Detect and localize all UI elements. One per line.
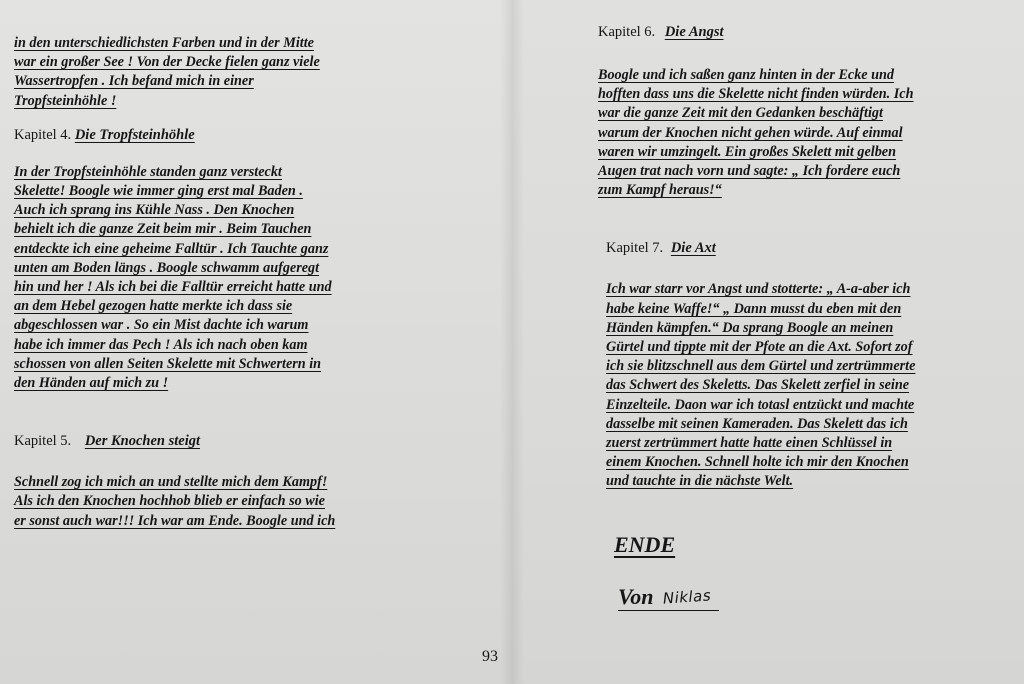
text-line: ich sie blitzschnell aus dem Gürtel und zertrümmerte — [606, 358, 916, 375]
chapter-label: Kapitel 7. — [606, 240, 664, 257]
chapter-6-heading — [598, 22, 998, 42]
text-line: Händen kämpfen.“ Da sprang Boogle an meinen — [606, 319, 894, 336]
ende-block — [614, 532, 998, 558]
text-line: Skelette! Boogle wie immer ging erst mal Baden . — [14, 183, 303, 200]
text-line: Einzelteile. Daon war ich totasl entzückt und machte — [606, 396, 915, 413]
chapter-title: Die Angst — [664, 24, 724, 40]
chapter-4-heading — [14, 125, 414, 145]
text-line: habe ich immer das Pech ! Als ich nach oben kam — [14, 336, 308, 353]
text-line: und tauchte in die nächste Welt. — [606, 473, 794, 490]
text-line: das Schwert des Skeletts. Das Skelett zerfiel in seine — [606, 377, 910, 394]
text-line: Boogle und ich saßen ganz hinten in der Ecke und — [598, 67, 895, 83]
text-line: Als ich den Knochen hochhob blieb er einfach so wie — [14, 493, 325, 510]
text-line: behielt ich die ganze Zeit beim mir . Beim Tauchen — [14, 221, 312, 238]
chapter-7-body — [606, 280, 998, 491]
text-line: Augen trat nach vorn und sagte: „ Ich fordere euch — [598, 163, 901, 180]
left-column — [14, 34, 414, 531]
text-line: Tropfsteinhöhle ! — [14, 92, 117, 109]
ende-label: ENDE — [614, 531, 676, 557]
page-number: 93 — [482, 648, 498, 665]
text-line: entdeckte ich eine geheime Falltür . Ich Tauchte ganz — [14, 240, 329, 257]
text-line: er sonst auch war!!! Ich war am Ende. Boogle und ich — [14, 512, 336, 529]
text-line: warum der Knochen nicht gehen würde. Auf einmal — [598, 124, 903, 141]
text-line: den Händen auf mich zu ! — [14, 375, 169, 392]
text-line: In der Tropfsteinhöhle standen ganz versteckt — [14, 163, 282, 180]
text-line: an dem Hebel gezogen hatte merkte ich dass sie — [14, 298, 293, 315]
text-line: abgeschlossen war . So ein Mist dachte ich warum — [14, 317, 309, 334]
chapter-5-body — [14, 473, 414, 531]
text-line: dasselbe mit seinen Kameraden. Das Skelett das ich — [606, 415, 908, 432]
author-line — [618, 584, 719, 611]
chapter-label: Kapitel 6. — [598, 24, 656, 40]
von-label: Von — [618, 583, 654, 609]
text-line: hin und her ! Als ich bei die Falltür erreicht hatte und — [14, 279, 332, 296]
text-line: Schnell zog ich mich an und stellte mich dem Kampf! — [14, 474, 328, 491]
author-block — [618, 584, 998, 611]
chapter-title: Die Axt — [670, 240, 716, 257]
intro-paragraph — [14, 34, 414, 111]
text-line: zum Kampf heraus!“ — [598, 182, 722, 199]
chapter-5-heading — [14, 431, 414, 451]
text-line: Gürtel und tippte mit der Pfote an die Axt. Sofort zof — [606, 339, 913, 356]
chapter-4-body — [14, 163, 414, 393]
text-line: Ich war starr vor Angst und stotterte: „ A-a-aber ich — [606, 281, 911, 298]
book-gutter — [500, 0, 524, 684]
text-line: Auch ich sprang ins Kühle Nass . Den Knochen — [14, 202, 295, 219]
chapter-label: Kapitel 5. — [14, 433, 72, 450]
text-line: habe keine Waffe!“ „ Dann musst du eben mit den — [606, 300, 902, 317]
chapter-6-body — [598, 66, 998, 200]
text-line: waren wir umzingelt. Ein großes Skelett mit gelben — [598, 143, 896, 160]
chapter-title: Der Knochen steigt — [84, 433, 201, 450]
text-line: in den unterschiedlichsten Farben und in der Mitte — [14, 35, 314, 51]
text-line: einem Knochen. Schnell holte ich mir den Knochen — [606, 454, 909, 471]
text-line: Wassertropfen . Ich befand mich in einer — [14, 73, 254, 90]
chapter-label: Kapitel 4. — [14, 126, 72, 143]
right-column — [598, 22, 998, 611]
chapter-7-heading — [606, 238, 998, 258]
text-line: zuerst zertrümmert hatte hatte einen Schlüssel in — [606, 435, 893, 452]
text-line: war die ganze Zeit mit den Gedanken beschäftigt — [598, 105, 883, 122]
handwritten-signature: Niklas — [662, 586, 712, 608]
text-line: schossen von allen Seiten Skelette mit Schwertern in — [14, 355, 322, 372]
text-line: war ein großer See ! Von der Decke fielen ganz viele — [14, 54, 320, 71]
text-line: hofften dass uns die Skelette nicht finden würden. Ich — [598, 86, 914, 103]
chapter-title: Die Tropfsteinhöhle — [74, 126, 195, 143]
text-line: unten am Boden längs . Boogle schwamm aufgeregt — [14, 259, 320, 276]
